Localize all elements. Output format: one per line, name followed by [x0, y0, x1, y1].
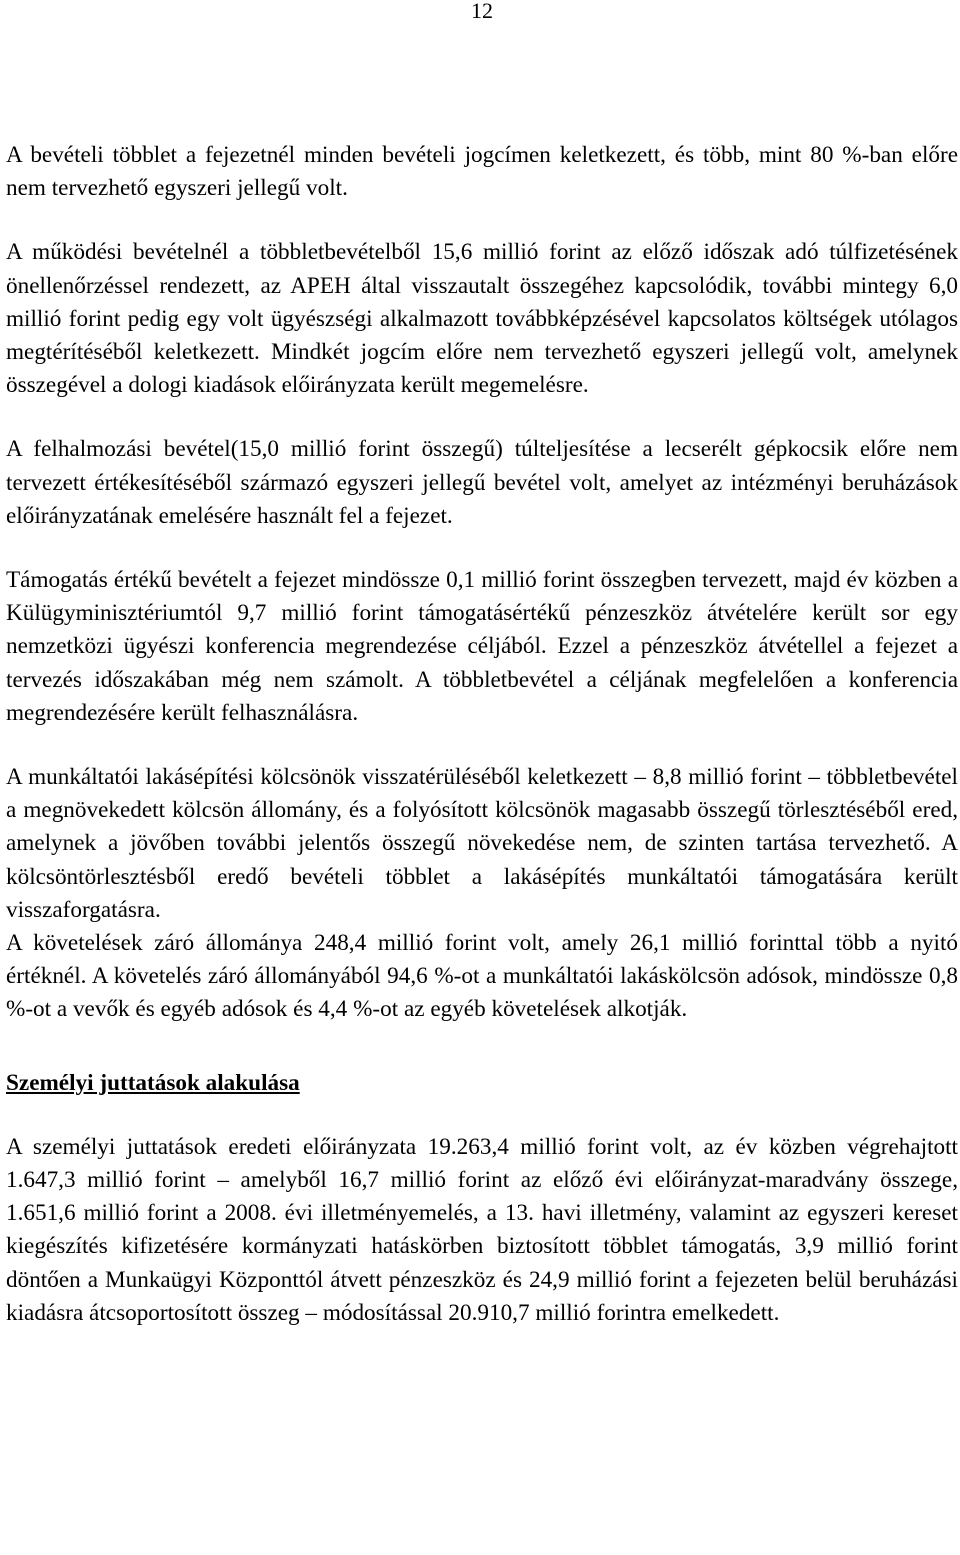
document-page — [6, 0, 958, 1330]
paragraph-housing-loans: A munkáltatói lakásépítési kölcsönök visszatérüléséből keletkezett – 8,8 millió forint – többletbevétel a megnövekedett kölcsön állomány, és a folyósított kölcsönök magasabb összegű törlesztéséből ered, amelynek a jövőben további jelentős összegű növekedése nem, de szinten tartása tervezhető. A kölcsöntörlesztésből eredő bevételi többlet a lakásépítés munkáltatói támogatására került visszaforgatásra. — [6, 764, 958, 923]
paragraph-capital-revenue: A felhalmozási bevétel(15,0 millió forint összegű) túlteljesítése a lecserélt gépkocsik előre nem tervezett értékesítéséből származó egyszeri jellegű bevétel volt, amelyet az intézményi beruházások előirányzatának emelésére használt fel a fejezet. — [6, 436, 958, 529]
paragraph-revenue-surplus: A bevételi többlet a fejezetnél minden bevételi jogcímen keletkezett, és több, mint 80 %-ban előre nem tervezhető egyszeri jellegű volt. — [6, 142, 958, 202]
page-number: 12 — [471, 0, 493, 23]
paragraph-receivables: A követelések záró állománya 248,4 millió forint volt, amely 26,1 millió forinttal több a nyitó értéknél. A követelés záró állományából 94,6 %-ot a munkáltatói lakáskölcsön adósok, mindössze 0,8 %-ot a vevők és egyéb adósok és 4,4 %-ot az egyéb követelések alkotják. — [6, 930, 958, 1023]
paragraph-personnel-payments: A személyi juttatások eredeti előirányzata 19.263,4 millió forint volt, az év közben végrehajtott 1.647,3 millió forint – amelyből 16,7 millió forint az előző évi előirányzat-maradvány összege, 1.651,6 millió forint a 2008. évi illetményemelés, a 13. havi illetmény, valamint az egyszeri kereset kiegészítés kifizetésére kormányzati hatáskörben biztosított többlet támogatás, 3,9 millió forint döntően a Munkaügyi Központtól átvett pénzeszköz és 24,9 millió forint a fejezeten belül beruházási kiadásra átcsoportosított összeg – módosítással 20.910,7 millió forintra emelkedett. — [6, 1133, 958, 1326]
section-heading: Személyi juttatások alakulása — [6, 1069, 300, 1096]
paragraph-operating-revenue: A működési bevételnél a többletbevételből 15,6 millió forint az előző időszak adó túlfizetésének önellenőrzéssel rendezett, az APEH által visszautalt összegéhez kapcsolódik, további mintegy 6,0 millió forint pedig egy volt ügyészségi alkalmazott továbbképzésével kapcsolatos költségek utólagos megtérítéséből keletkezett. Mindkét jogcím előre nem tervezhető egyszeri jellegű volt, amelynek összegével a dologi kiadások előirányzata került megemelésre. — [6, 239, 958, 399]
paragraph-support-revenue: Támogatás értékű bevételt a fejezet mindössze 0,1 millió forint összegben tervezett, majd év közben a Külügyminisztériumtól 9,7 millió forint támogatásértékű pénzeszköz átvételére került sor egy nemzetközi ügyészi konferencia megrendezése céljából. Ezzel a pénzeszköz átvétellel a fejezet a tervezés időszakában még nem számolt. A többletbevétel a céljának megfelelően a konferencia megrendezésére került felhasználásra. — [6, 567, 958, 726]
